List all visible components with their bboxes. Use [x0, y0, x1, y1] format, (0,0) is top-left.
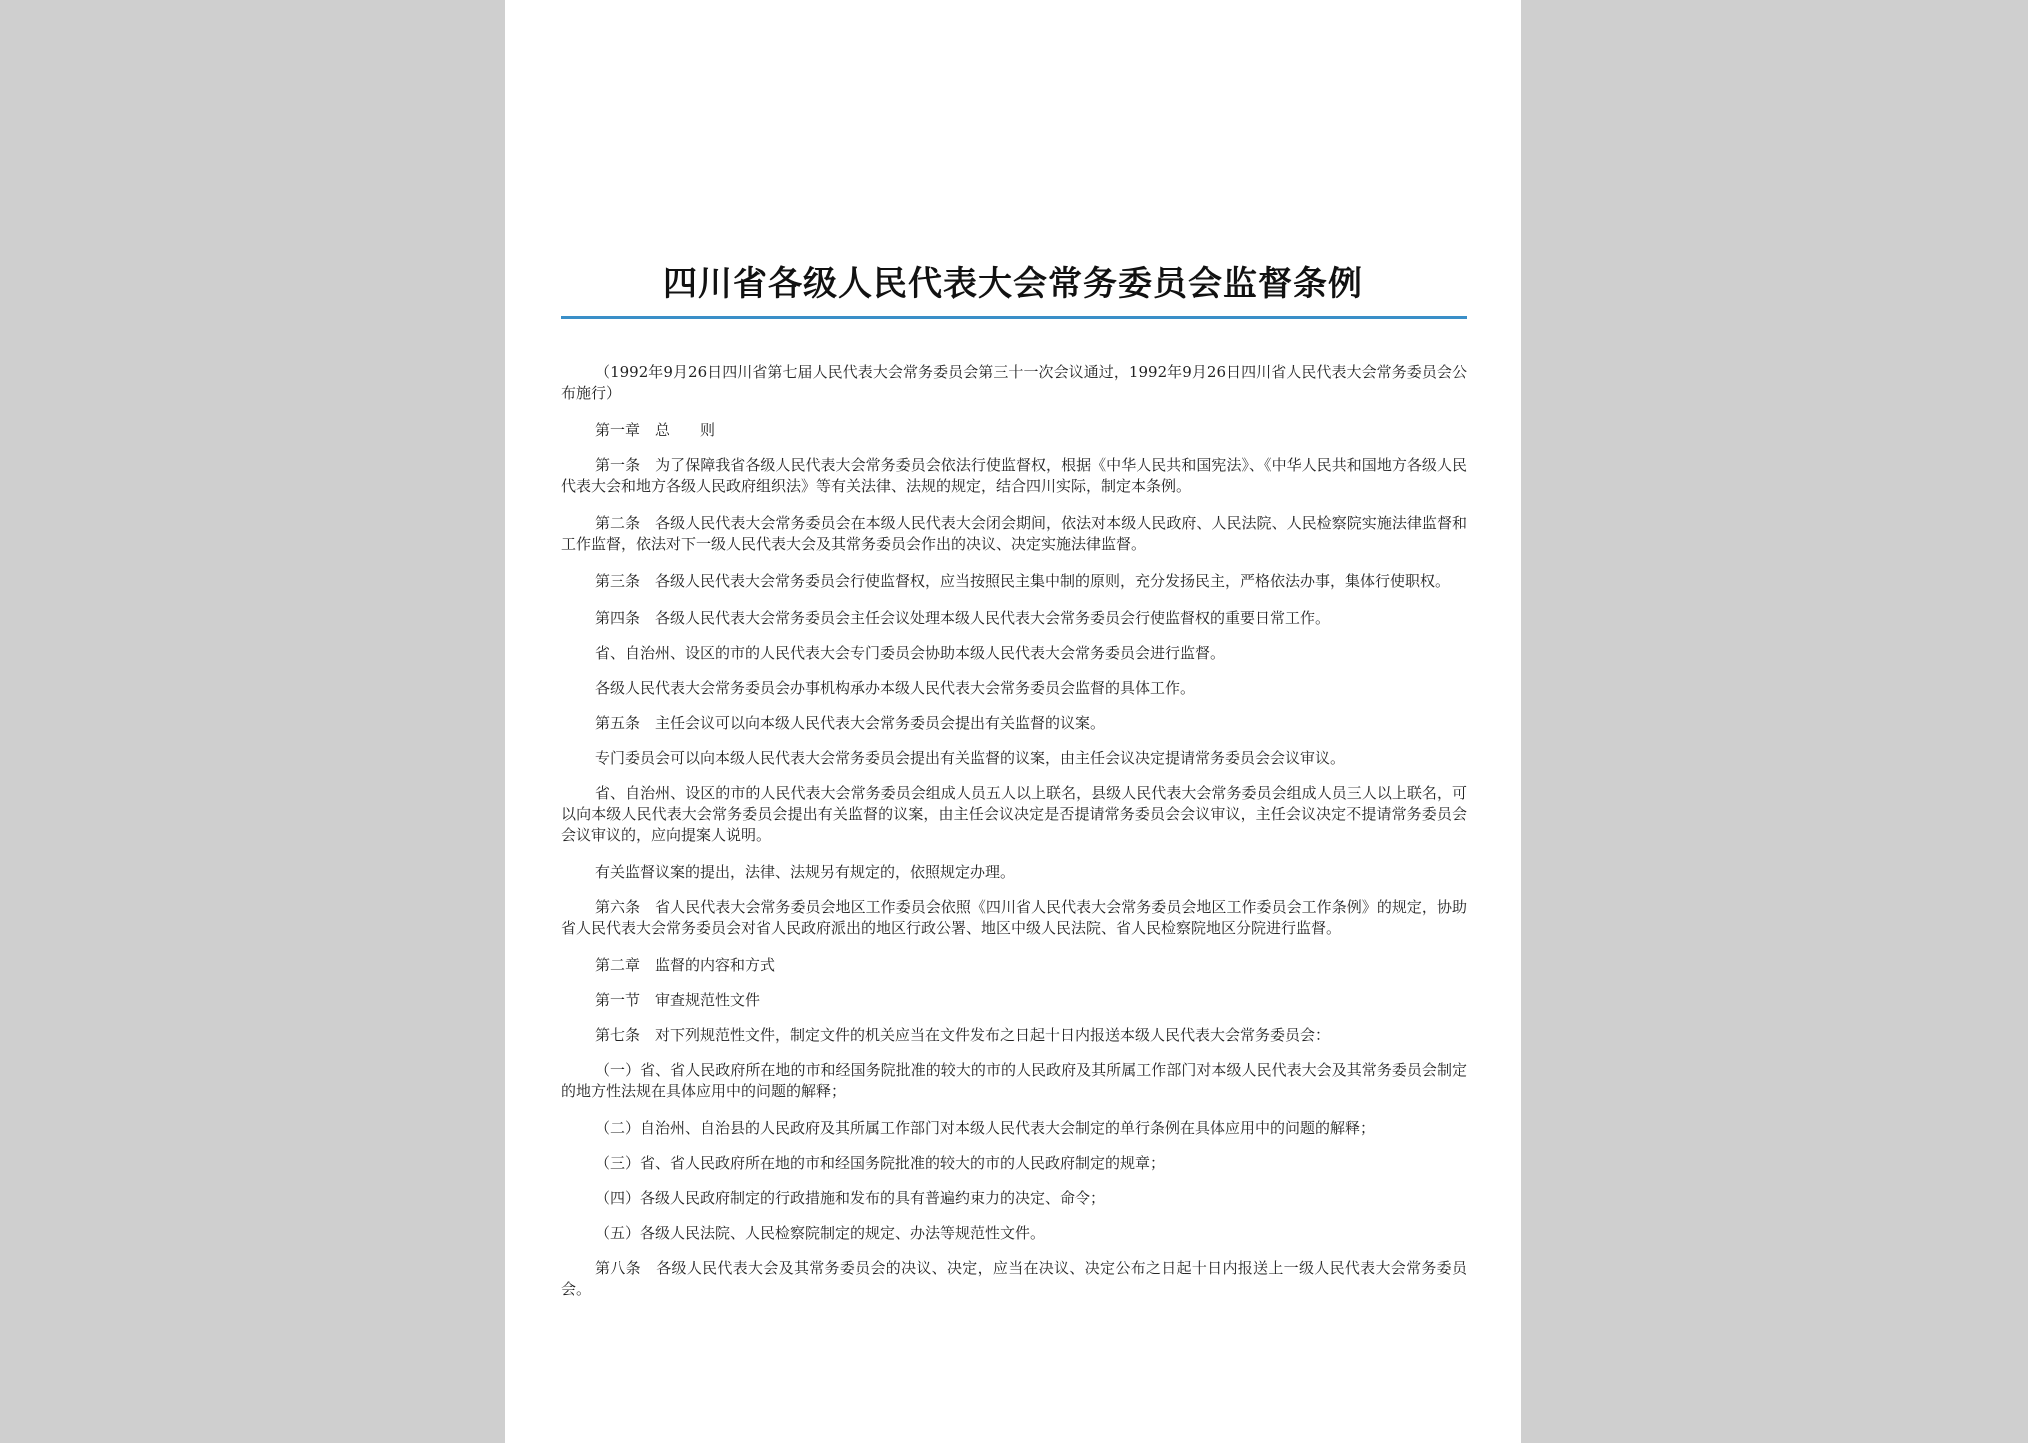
article-paragraph: 第六条 省人民代表大会常务委员会地区工作委员会依照《四川省人民代表大会常务委员会地区工作委员会工作条例》的规定，协助省人民代表大会常务委员会对省人民政府派出的地区行政公署、地区中级人民法院、省人民检察院地区分院进行监督。: [561, 898, 1467, 937]
title-underline: [561, 316, 1467, 319]
article-paragraph: 第四条 各级人民代表大会常务委员会主任会议处理本级人民代表大会常务委员会行使监督权的重要日常工作。: [595, 609, 1331, 627]
article-paragraph: 第五条 主任会议可以向本级人民代表大会常务委员会提出有关监督的议案。: [595, 714, 1106, 732]
article-paragraph: 省、自治州、设区的市的人民代表大会常务委员会组成人员五人以上联名，县级人民代表大会常务委员会组成人员三人以上联名，可以向本级人民代表大会常务委员会提出有关监督的议案，由主任会议决定是否提请常务委员会会议审议，主任会议决定不提请常务委员会会议审议的，应向提案人说明。: [561, 784, 1467, 844]
article-paragraph: 第三条 各级人民代表大会常务委员会行使监督权，应当按照民主集中制的原则，充分发扬民主，严格依法办事，集体行使职权。: [595, 572, 1451, 590]
article-paragraph: 专门委员会可以向本级人民代表大会常务委员会提出有关监督的议案，由主任会议决定提请常务委员会会议审议。: [595, 749, 1346, 767]
article-paragraph: 有关监督议案的提出，法律、法规另有规定的，依照规定办理。: [595, 863, 1016, 881]
article-paragraph: 第二条 各级人民代表大会常务委员会在本级人民代表大会闭会期间，依法对本级人民政府、人民法院、人民检察院实施法律监督和工作监督，依法对下一级人民代表大会及其常务委员会作出的决议、决定实施法律监督。: [561, 514, 1467, 553]
chapter-heading: 第一章 总 则: [595, 421, 716, 439]
article-paragraph: 第七条 对下列规范性文件，制定文件的机关应当在文件发布之日起十日内报送本级人民代表大会常务委员会：: [595, 1026, 1331, 1044]
chapter-heading: 第二章 监督的内容和方式: [595, 956, 776, 974]
adoption-note: （1992年9月26日四川省第七届人民代表大会常务委员会第三十一次会议通过，1992年9月26日四川省人民代表大会常务委员会公布施行）: [561, 363, 1467, 402]
list-item: （二）自治州、自治县的人民政府及其所属工作部门对本级人民代表大会制定的单行条例在具体应用中的问题的解释；: [595, 1119, 1376, 1137]
article-paragraph: 第一条 为了保障我省各级人民代表大会常务委员会依法行使监督权，根据《中华人民共和国宪法》、《中华人民共和国地方各级人民代表大会和地方各级人民政府组织法》等有关法律、法规的规定，结合四川实际，制定本条例。: [561, 456, 1467, 495]
document-page: [505, 0, 1521, 1443]
list-item: （五）各级人民法院、人民检察院制定的规定、办法等规范性文件。: [595, 1224, 1046, 1242]
list-item: （一）省、省人民政府所在地的市和经国务院批准的较大的市的人民政府及其所属工作部门对本级人民代表大会及其常务委员会制定的地方性法规在具体应用中的问题的解释；: [561, 1061, 1467, 1100]
section-heading: 第一节 审查规范性文件: [595, 991, 761, 1009]
article-paragraph: 第八条 各级人民代表大会及其常务委员会的决议、决定，应当在决议、决定公布之日起十日内报送上一级人民代表大会常务委员会。: [561, 1259, 1467, 1298]
document-body: [561, 362, 1467, 1316]
article-paragraph: 各级人民代表大会常务委员会办事机构承办本级人民代表大会常务委员会监督的具体工作。: [595, 679, 1196, 697]
list-item: （三）省、省人民政府所在地的市和经国务院批准的较大的市的人民政府制定的规章；: [595, 1154, 1166, 1172]
article-paragraph: 省、自治州、设区的市的人民代表大会专门委员会协助本级人民代表大会常务委员会进行监督。: [595, 644, 1226, 662]
list-item: （四）各级人民政府制定的行政措施和发布的具有普遍约束力的决定、命令；: [595, 1189, 1106, 1207]
document-title: 四川省各级人民代表大会常务委员会监督条例: [663, 264, 1363, 304]
